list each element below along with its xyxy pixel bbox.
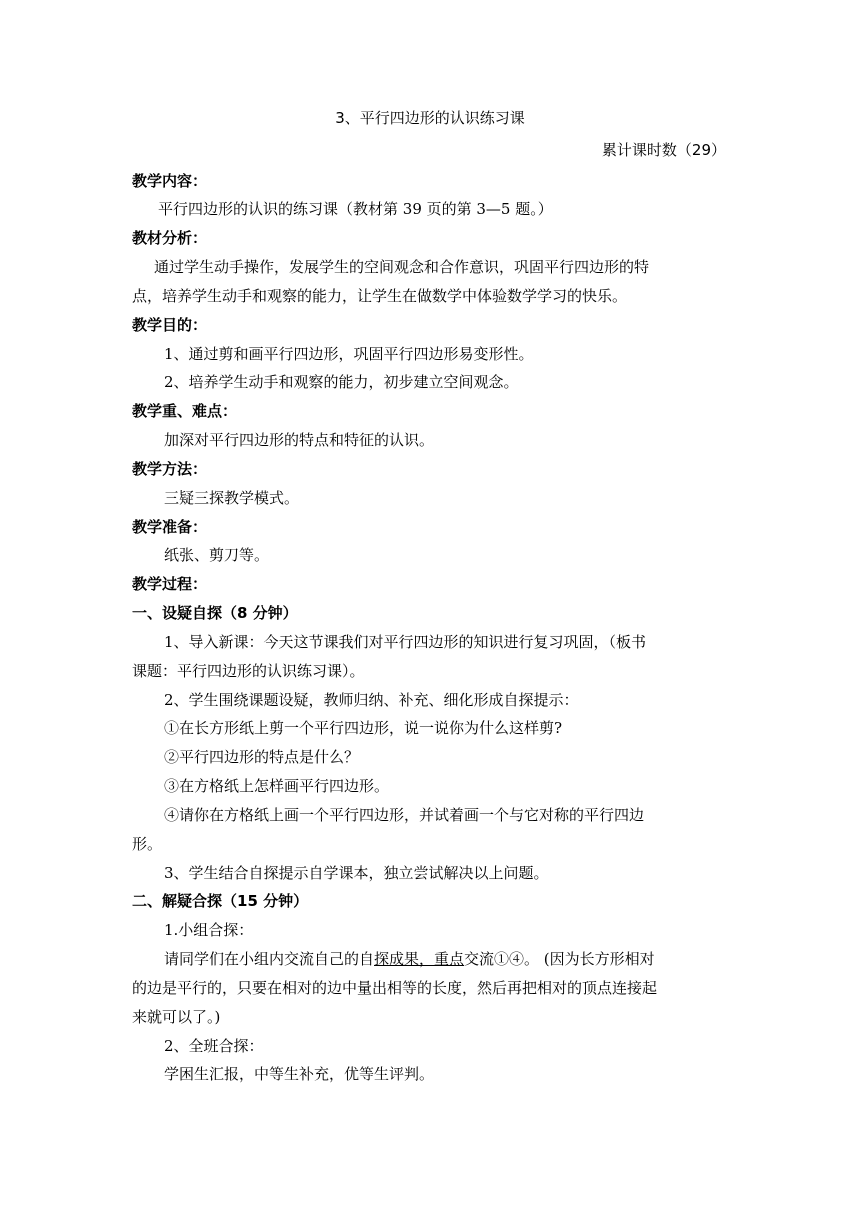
part1-p1-line1: 1、导入新课：今天这节课我们对平行四边形的知识进行复习巩固，（板书: [164, 633, 647, 651]
part1-q1: ①在长方形纸上剪一个平行四边形，说一说你为什么这样剪?: [164, 719, 563, 737]
part1-p2: 2、学生围绕课题设疑，教师归纳、补充、细化形成自探提示：: [164, 691, 579, 709]
heading-part1: 一、设疑自探（8 分钟）: [132, 604, 298, 622]
part1-p3: 3、学生结合自探提示自学课本，独立尝试解决以上问题。: [164, 864, 549, 882]
lesson-title: 3、平行四边形的认识练习课: [335, 109, 525, 127]
part2-s1-line1: [164, 949, 655, 969]
heading-analysis: 教材分析：: [132, 229, 208, 247]
goal-item-2: 2、培养学生动手和观察的能力，初步建立空间观念。: [164, 373, 519, 391]
part2-s1: 1.小组合探：: [164, 921, 254, 939]
goal-item-1: 1、通过剪和画平行四边形，巩固平行四边形易变形性。: [164, 345, 534, 363]
analysis-line-1: 通过学生动手操作，发展学生的空间观念和合作意识，巩固平行四边形的特: [154, 258, 650, 276]
heading-focus: 教学重、难点：: [132, 402, 238, 420]
heading-goals: 教学目的：: [132, 316, 208, 334]
heading-content: 教学内容：: [132, 172, 208, 190]
part1-q4-line1: ④请你在方格纸上画一个平行四边形，并试着画一个与它对称的平行四边: [164, 806, 645, 824]
part2-s1-text-a: 请同学们在小组内交流自己的自: [164, 950, 375, 968]
part2-s1-underlined: 探成果，重点: [374, 950, 465, 968]
heading-process: 教学过程：: [132, 575, 208, 593]
prep-text: 纸张、剪刀等。: [164, 546, 270, 564]
part1-q3: ③在方格纸上怎样画平行四边形。: [164, 777, 390, 795]
part2-s1-text-b: 交流①④。 (因为长方形相对: [464, 950, 655, 968]
part1-q2: ②平行四边形的特点是什么？: [164, 748, 360, 766]
analysis-line-2: 点，培养学生动手和观察的能力，让学生在做数学中体验数学学习的快乐。: [132, 287, 628, 305]
heading-prep: 教学准备：: [132, 518, 208, 536]
lesson-hours: 累计课时数（29）: [601, 141, 726, 159]
part2-s2: 2、全班合探：: [164, 1037, 264, 1055]
part2-s1-line2: 的边是平行的，只要在相对的边中量出相等的长度，然后再把相对的顶点连接起: [132, 979, 658, 997]
method-text: 三疑三探教学模式。: [164, 489, 300, 507]
part1-q4-line2: 形。: [132, 835, 163, 853]
content-text: 平行四边形的认识的练习课（教材第 39 页的第 3—5 题。）: [158, 200, 553, 218]
part2-s1-line3: 来就可以了。): [132, 1008, 221, 1026]
part2-s2-text: 学困生汇报，中等生补充，优等生评判。: [164, 1065, 435, 1083]
focus-text: 加深对平行四边形的特点和特征的认识。: [164, 431, 435, 449]
heading-part2: 二、解疑合探（15 分钟）: [132, 892, 309, 910]
part1-p1-line2: 课题：平行四边形的认识练习课）。: [132, 662, 365, 680]
heading-method: 教学方法：: [132, 460, 208, 478]
